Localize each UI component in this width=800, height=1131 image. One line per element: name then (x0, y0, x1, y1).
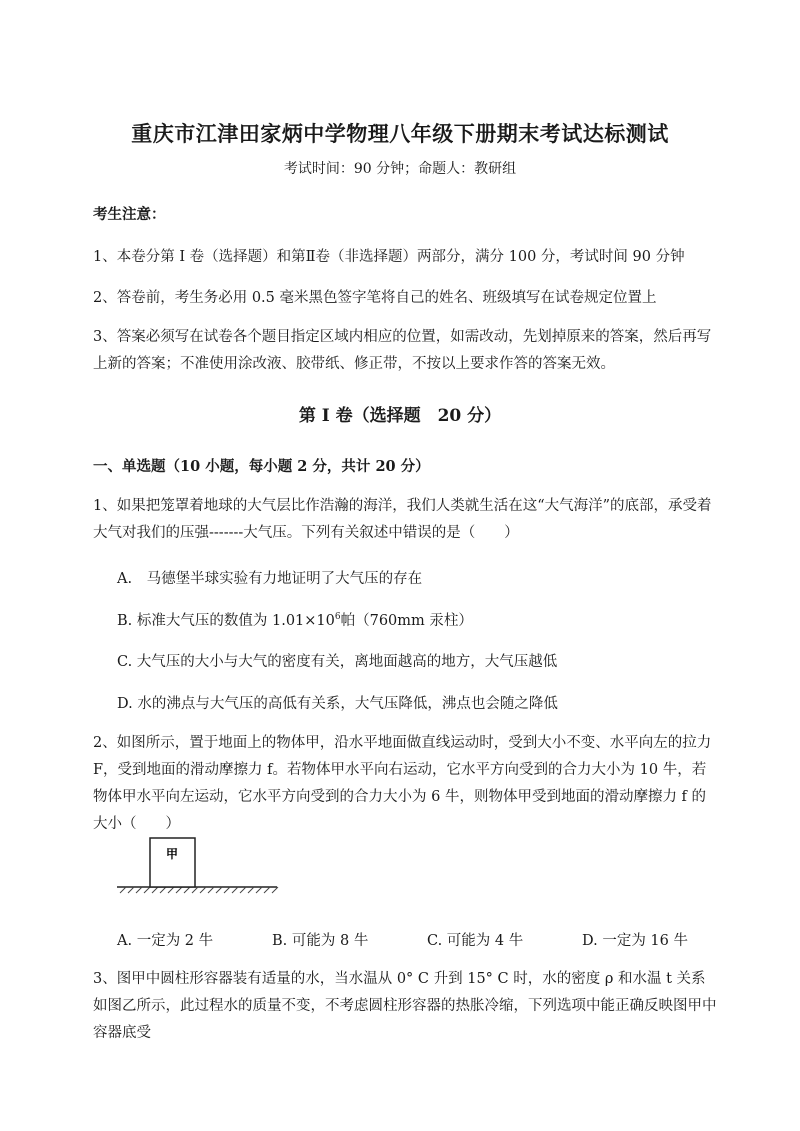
block-label: 甲 (165, 847, 179, 861)
question-2-option-c: C. 可能为 4 牛 (427, 933, 524, 949)
question-1-option-c: C. 大气压的大小与大气的密度有关，离地面越高的地方，大气压越低 (117, 654, 558, 670)
question-1-option-d: D. 水的沸点与大气压的高低有关系，大气压降低，沸点也会随之降低 (117, 696, 558, 712)
section-title: 第 I 卷（选择题 20 分） (298, 406, 502, 426)
question-3-stem: 3、图甲中圆柱形容器装有适量的水，当水温从 0° C 升到 15° C 时，水的密度 ρ 和水温 t 关系如图乙所示，此过程水的质量不变，不考虑圆柱形容器的热胀冷缩，下列选项中能正确反映图甲中容器底受 (93, 971, 717, 1041)
notice-item-1: 1、本卷分第 I 卷（选择题）和第Ⅱ卷（非选择题）两部分，满分 100 分，考试时间 90 分钟 (93, 249, 685, 265)
exam-info: 考试时间：90 分钟；命题人：教研组 (283, 161, 517, 177)
question-2-option-b: B. 可能为 8 牛 (272, 933, 369, 949)
question-2-figure (112, 828, 302, 898)
question-2-stem: 2、如图所示，置于地面上的物体甲，沿水平地面做直线运动时，受到大小不变、水平向左的拉力 F，受到地面的滑动摩擦力 f。若物体甲水平向右运动，它水平方向受到的合力大小为 10 牛，若物体甲水平向左运动，它水平方向受到的合力大小为 6 牛，则物体甲受到地面的滑动摩擦力 f 的大小（ ） (93, 735, 712, 832)
notice-item-3: 3、答案必须写在试卷各个题目指定区域内相应的位置，如需改动，先划掉原来的答案，然后再写上新的答案；不准使用涂改液、胶带纸、修正带，不按以上要求作答的答案无效。 (93, 329, 712, 372)
notice-item-2: 2、答卷前，考生务必用 0.5 毫米黑色签字笔将自己的姓名、班级填写在试卷规定位置上 (93, 290, 657, 306)
option-b-text-tail: 帕（760mm 汞柱） (340, 613, 473, 629)
question-1-stem: 1、如果把笼罩着地球的大气层比作浩瀚的海洋，我们人类就生活在这“大气海洋”的底部，承受着大气对我们的压强-------大气压。下列有关叙述中错误的是（ ） (93, 498, 712, 541)
question-2-option-a: A. 一定为 2 牛 (117, 933, 214, 949)
exponent: 6 (334, 612, 341, 623)
page-title: 重庆市江津田家炳中学物理八年级下册期末考试达标测试 (131, 121, 669, 146)
question-1-option-b (117, 609, 473, 630)
part-heading: 一、单选题（10 小题，每小题 2 分，共计 20 分） (93, 458, 430, 475)
option-b-text: B. 标准大气压的数值为 1.01×10 (117, 613, 335, 629)
notice-heading: 考生注意： (93, 206, 166, 223)
question-2-option-d: D. 一定为 16 牛 (582, 933, 688, 949)
question-2-options (117, 929, 737, 950)
question-1-option-a: A. 马德堡半球实验有力地证明了大气压的存在 (117, 571, 423, 587)
